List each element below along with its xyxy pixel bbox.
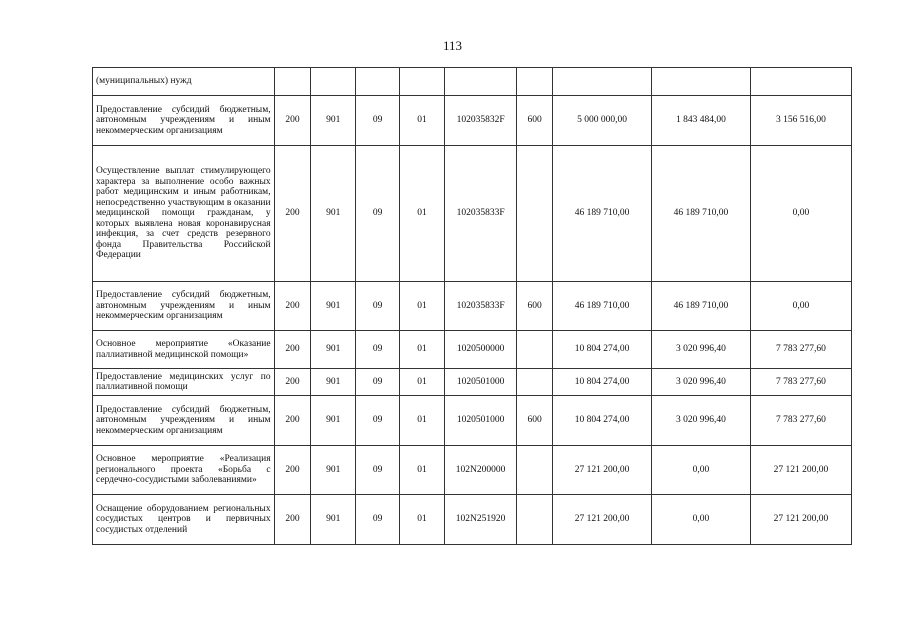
planned-amount-cell: 10 804 274,00 (553, 396, 652, 446)
planned-amount-cell: 5 000 000,00 (553, 96, 652, 146)
description-cell: Осуществление выплат стимулирующего характера за выполнение особо важных работ медицинским и иным работникам, непосредственно участвующим в оказании медицинской помощи гражданам, у которых выявлена новая коронавирусная инфекция, за счет средств резервного фонда Правительства Российской Федерации (93, 146, 275, 282)
remaining-amount-cell: 27 121 200,00 (750, 495, 851, 545)
executed-amount-cell: 46 189 710,00 (651, 282, 750, 331)
code-cell: 200 (274, 446, 311, 495)
table-row (93, 495, 852, 545)
ministry-cell: 901 (311, 331, 356, 369)
expense-type-cell: 600 (517, 96, 553, 146)
executed-amount-cell (651, 68, 750, 96)
executed-amount-cell: 3 020 996,40 (651, 331, 750, 369)
expense-type-cell: 600 (517, 396, 553, 446)
target-article-cell: 102035832F (444, 96, 516, 146)
section-cell: 09 (356, 146, 400, 282)
ministry-cell: 901 (311, 446, 356, 495)
code-cell: 200 (274, 146, 311, 282)
planned-amount-cell: 46 189 710,00 (553, 146, 652, 282)
code-cell (274, 68, 311, 96)
section-cell: 09 (356, 369, 400, 396)
remaining-amount-cell: 3 156 516,00 (750, 96, 851, 146)
table-row (93, 282, 852, 331)
remaining-amount-cell: 0,00 (750, 282, 851, 331)
table-row (93, 146, 852, 282)
description-cell: Основное мероприятие «Реализация регионального проекта «Борьба с сердечно-сосудистыми заболеваниями» (93, 446, 275, 495)
planned-amount-cell: 27 121 200,00 (553, 446, 652, 495)
target-article-cell: 1020501000 (444, 369, 516, 396)
subsection-cell: 01 (400, 495, 445, 545)
section-cell: 09 (356, 282, 400, 331)
code-cell: 200 (274, 495, 311, 545)
section-cell: 09 (356, 331, 400, 369)
remaining-amount-cell: 7 783 277,60 (750, 369, 851, 396)
code-cell: 200 (274, 96, 311, 146)
executed-amount-cell: 3 020 996,40 (651, 369, 750, 396)
target-article-cell: 102N200000 (444, 446, 516, 495)
planned-amount-cell: 46 189 710,00 (553, 282, 652, 331)
expense-type-cell (517, 369, 553, 396)
planned-amount-cell: 10 804 274,00 (553, 331, 652, 369)
target-article-cell: 1020500000 (444, 331, 516, 369)
expense-type-cell (517, 446, 553, 495)
executed-amount-cell: 1 843 484,00 (651, 96, 750, 146)
section-cell: 09 (356, 446, 400, 495)
section-cell: 09 (356, 495, 400, 545)
target-article-cell: 102N251920 (444, 495, 516, 545)
planned-amount-cell: 10 804 274,00 (553, 369, 652, 396)
expense-type-cell (517, 495, 553, 545)
remaining-amount-cell: 7 783 277,60 (750, 331, 851, 369)
executed-amount-cell: 0,00 (651, 446, 750, 495)
description-cell: Предоставление медицинских услуг по паллиативной помощи (93, 369, 275, 396)
description-cell: Предоставление субсидий бюджетным, автономным учреждениям и иным некоммерческим организациям (93, 96, 275, 146)
description-cell: Предоставление субсидий бюджетным, автономным учреждениям и иным некоммерческим организациям (93, 396, 275, 446)
subsection-cell: 01 (400, 146, 445, 282)
code-cell: 200 (274, 396, 311, 446)
remaining-amount-cell (750, 68, 851, 96)
expense-type-cell (517, 146, 553, 282)
executed-amount-cell: 3 020 996,40 (651, 396, 750, 446)
page-number: 113 (442, 38, 463, 53)
ministry-cell: 901 (311, 495, 356, 545)
code-cell: 200 (274, 282, 311, 331)
expense-type-cell (517, 68, 553, 96)
section-cell (356, 68, 400, 96)
ministry-cell (311, 68, 356, 96)
ministry-cell: 901 (311, 146, 356, 282)
table-row (93, 96, 852, 146)
remaining-amount-cell: 0,00 (750, 146, 851, 282)
ministry-cell: 901 (311, 282, 356, 331)
table-row (93, 446, 852, 495)
subsection-cell: 01 (400, 446, 445, 495)
section-cell: 09 (356, 96, 400, 146)
target-article-cell: 102035833F (444, 282, 516, 331)
executed-amount-cell: 0,00 (651, 495, 750, 545)
description-cell: (муниципальных) нужд (93, 68, 275, 96)
budget-table (92, 67, 852, 545)
subsection-cell (400, 68, 445, 96)
table-row (93, 396, 852, 446)
code-cell: 200 (274, 369, 311, 396)
target-article-cell: 1020501000 (444, 396, 516, 446)
expense-type-cell (517, 331, 553, 369)
description-cell: Оснащение оборудованием региональных сосудистых центров и первичных сосудистых отделений (93, 495, 275, 545)
table-row (93, 331, 852, 369)
table-row (93, 369, 852, 396)
section-cell: 09 (356, 396, 400, 446)
code-cell: 200 (274, 331, 311, 369)
ministry-cell: 901 (311, 96, 356, 146)
subsection-cell: 01 (400, 331, 445, 369)
ministry-cell: 901 (311, 396, 356, 446)
planned-amount-cell (553, 68, 652, 96)
subsection-cell: 01 (400, 369, 445, 396)
subsection-cell: 01 (400, 396, 445, 446)
description-cell: Предоставление субсидий бюджетным, автономным учреждениям и иным некоммерческим организациям (93, 282, 275, 331)
executed-amount-cell: 46 189 710,00 (651, 146, 750, 282)
remaining-amount-cell: 27 121 200,00 (750, 446, 851, 495)
ministry-cell: 901 (311, 369, 356, 396)
target-article-cell (444, 68, 516, 96)
expense-type-cell: 600 (517, 282, 553, 331)
subsection-cell: 01 (400, 96, 445, 146)
description-cell: Основное мероприятие «Оказание паллиативной медицинской помощи» (93, 331, 275, 369)
table-row (93, 68, 852, 96)
target-article-cell: 102035833F (444, 146, 516, 282)
planned-amount-cell: 27 121 200,00 (553, 495, 652, 545)
remaining-amount-cell: 7 783 277,60 (750, 396, 851, 446)
subsection-cell: 01 (400, 282, 445, 331)
